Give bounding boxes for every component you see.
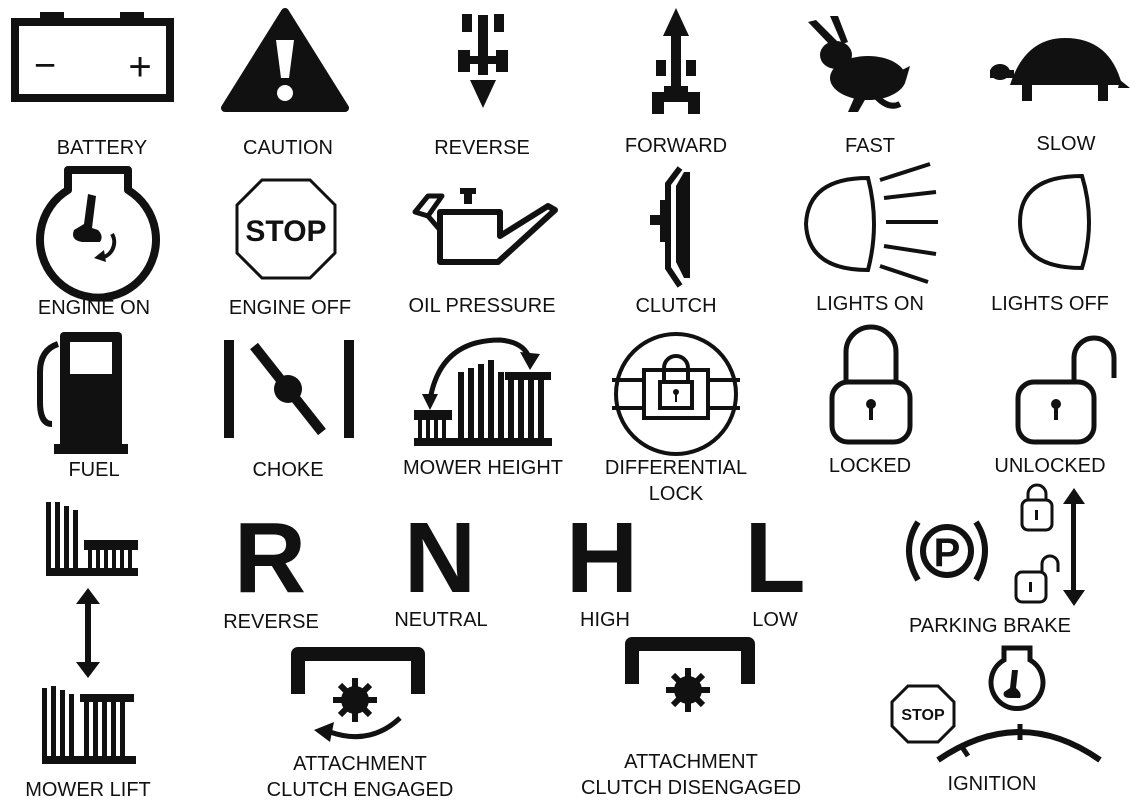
label-gear-low: LOW	[752, 609, 798, 631]
gear-letter-n: N	[403, 502, 477, 614]
fast-rabbit-icon	[808, 16, 910, 112]
label-attach-disengaged-line1: ATTACHMENT	[624, 751, 758, 773]
gear-letter-r: R	[233, 502, 307, 614]
gear-letter-h: H	[565, 502, 639, 614]
label-unlocked: UNLOCKED	[994, 455, 1106, 477]
stop-text: STOP	[245, 215, 327, 248]
fuel-pump-icon	[40, 332, 128, 454]
caution-icon	[225, 12, 345, 108]
label-lights-off: LIGHTS OFF	[991, 293, 1109, 315]
forward-icon	[652, 8, 700, 114]
slow-turtle-icon	[990, 38, 1130, 101]
label-slow: SLOW	[1036, 133, 1096, 155]
clutch-icon	[650, 168, 690, 286]
padlock-unlocked-icon	[1018, 338, 1114, 442]
label-gear-neutral: NEUTRAL	[394, 609, 488, 631]
engine-on-icon	[40, 170, 156, 298]
label-ignition: IGNITION	[947, 773, 1037, 795]
differential-lock-icon	[612, 334, 740, 454]
engine-off-stop-icon	[237, 180, 335, 278]
label-attach-engaged-line2: CLUTCH ENGAGED	[266, 779, 454, 801]
label-engine-off: ENGINE OFF	[228, 297, 352, 319]
label-caution: CAUTION	[243, 137, 333, 159]
ignition-icon	[892, 648, 1100, 760]
svg-text:P: P	[933, 531, 961, 575]
parking-brake-icon	[909, 485, 1085, 606]
label-locked: LOCKED	[828, 455, 912, 477]
label-engine-on: ENGINE ON	[37, 297, 151, 319]
battery-icon	[15, 12, 170, 98]
oil-can-icon	[415, 188, 555, 262]
label-oil-pressure: OIL PRESSURE	[408, 295, 556, 317]
attachment-clutch-engaged-icon	[298, 654, 418, 742]
label-lights-on: LIGHTS ON	[816, 293, 924, 315]
label-forward: FORWARD	[624, 135, 728, 157]
label-battery: BATTERY	[56, 137, 148, 159]
label-mower-lift: MOWER LIFT	[25, 779, 151, 801]
gear-letter-l: L	[744, 502, 806, 614]
mower-height-icon	[414, 340, 552, 446]
attachment-clutch-disengaged-icon	[632, 644, 748, 712]
battery-plus-symbol: +	[128, 45, 152, 89]
label-gear-high: HIGH	[580, 609, 630, 631]
label-parking-brake: PARKING BRAKE	[909, 615, 1071, 637]
choke-icon	[224, 340, 354, 438]
lights-off-icon	[1020, 176, 1089, 268]
reverse-icon	[458, 14, 508, 108]
label-choke: CHOKE	[252, 459, 324, 481]
ignition-stop-text: STOP	[901, 707, 945, 724]
mower-lift-icon	[42, 502, 138, 764]
label-gear-reverse: REVERSE	[223, 611, 319, 633]
label-differential-lock-line2: LOCK	[648, 483, 704, 505]
padlock-locked-icon	[832, 327, 910, 442]
label-differential-lock-line1: DIFFERENTIAL	[604, 457, 748, 479]
label-fuel: FUEL	[68, 459, 120, 481]
label-attach-engaged-line1: ATTACHMENT	[293, 753, 427, 775]
lights-on-icon	[806, 164, 938, 282]
label-attach-disengaged-line2: CLUTCH DISENGAGED	[580, 777, 802, 799]
label-reverse: REVERSE	[434, 137, 530, 159]
label-clutch: CLUTCH	[635, 295, 717, 317]
battery-minus-symbol: −	[33, 45, 57, 87]
label-mower-height: MOWER HEIGHT	[403, 457, 563, 479]
label-fast: FAST	[844, 135, 895, 157]
